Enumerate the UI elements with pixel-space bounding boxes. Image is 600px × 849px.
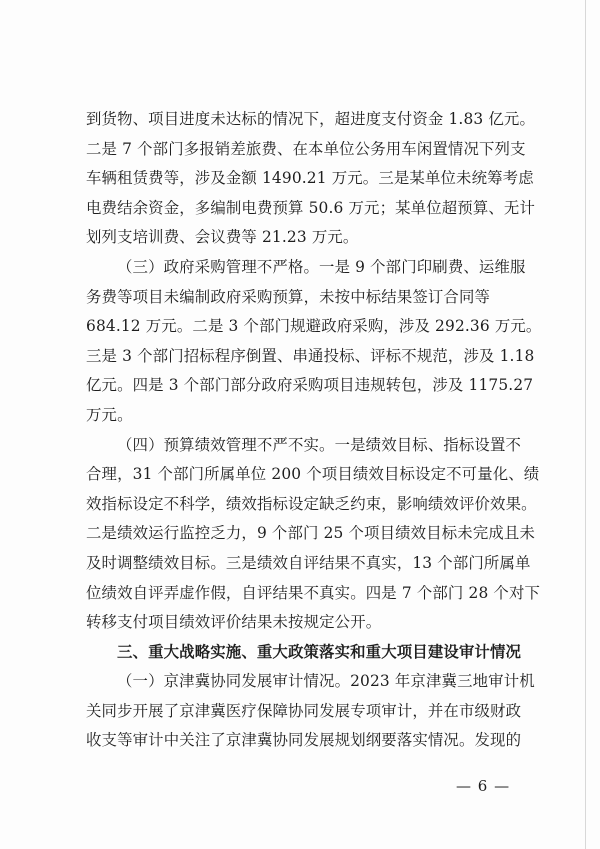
text-line: 亿元。四是 3 个部门部分政府采购项目违规转包，涉及 1175.27 <box>86 376 534 395</box>
text-line: 万元。 <box>86 405 133 424</box>
text-line: 684.12 万元。二是 3 个部门规避政府采购，涉及 292.36 万元。 <box>86 317 542 336</box>
text-line: 及时调整绩效目标。三是绩效自评结果不真实，13 个部门所属单 <box>86 553 531 572</box>
text-line: 电费结余资金，多编制电费预算 50.6 万元；某单位超预算、无计 <box>86 198 536 217</box>
text-line: 二是 7 个部门多报销差旅费、在本单位公务用车闲置情况下列支 <box>86 139 526 158</box>
text-line: 到货物、项目进度未达标的情况下，超进度支付资金 1.83 亿元。 <box>86 110 536 128</box>
text-line: 务费等项目未编制政府采购预算，未按中标结果签订合同等 <box>86 287 491 306</box>
text-line: 转移支付项目绩效评价结果未按规定公开。 <box>86 613 382 632</box>
text-line: 划列支培训费、会议费等 21.23 万元。 <box>86 228 359 247</box>
text-line: 关同步开展了京津冀医疗保障协同发展专项审计，并在市级财政 <box>86 701 522 720</box>
section-4-heading-line: （四）预算绩效管理不严不实。一是绩效目标、指标设置不 <box>117 435 522 454</box>
chapter-3-heading: 三、重大战略实施、重大政策落实和重大项目建设审计情况 <box>117 642 522 661</box>
text-line: 合理，31 个部门所属单位 200 个项目绩效目标设定不可量化、绩 <box>86 465 540 484</box>
text-line: 效指标设定不科学，绩效指标设定缺乏约束，影响绩效评价效果。 <box>86 494 537 513</box>
text-line: 收支等审计中关注了京津冀协同发展规划纲要落实情况。发现的 <box>86 731 522 750</box>
text-line: 三是 3 个部门招标程序倒置、串通投标、评标不规范，涉及 1.18 <box>86 346 535 365</box>
text-line: 车辆租赁费等，涉及金额 1490.21 万元。三是某单位未统筹考虑 <box>86 169 534 188</box>
section-3-heading-line: （三）政府采购管理不严格。一是 9 个部门印刷费、运维服 <box>117 257 526 276</box>
text-line: 二是绩效运行监控乏力，9 个部门 25 个项目绩效目标未完成且未 <box>86 524 536 543</box>
document-body <box>86 105 542 756</box>
text-line: 位绩效自评弄虚作假，自评结果不真实。四是 7 个部门 28 个对下 <box>86 583 541 602</box>
page-number: — 6 — <box>456 777 511 795</box>
subsection-1-heading-line: （一）京津冀协同发展审计情况。2023 年京津冀三地审计机 <box>117 672 535 691</box>
scan-edge-line <box>585 0 586 849</box>
